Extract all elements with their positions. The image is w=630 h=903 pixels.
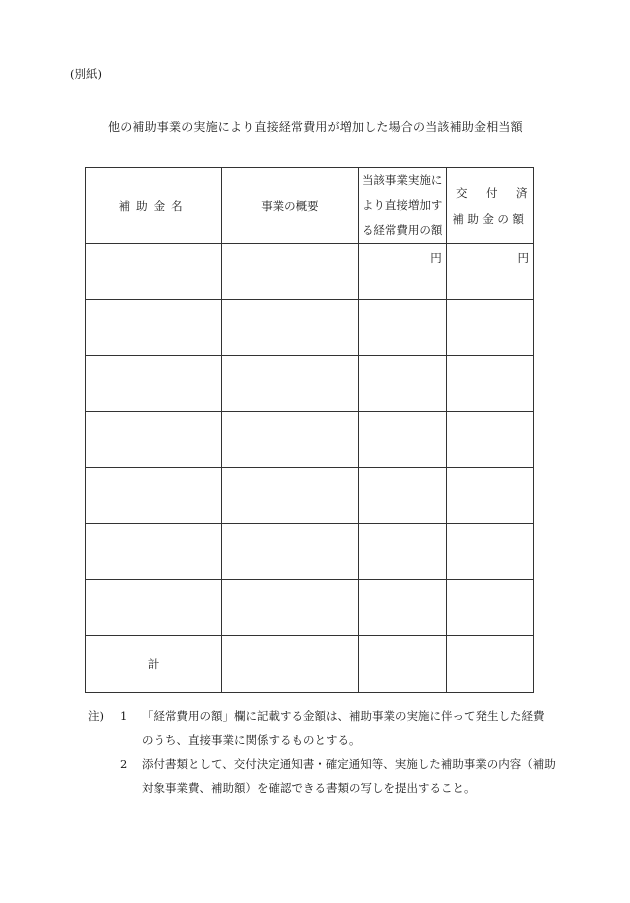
cell-granted-amount[interactable] bbox=[446, 468, 533, 524]
cell-granted-amount[interactable] bbox=[446, 356, 533, 412]
cell-total-overview[interactable] bbox=[222, 636, 358, 693]
page-title: 他の補助事業の実施により直接経常費用が増加した場合の当該補助金相当額 bbox=[108, 120, 523, 134]
note-text: 「経常費用の額」欄に記載する金額は、補助事業の実施に伴って発生した経費 bbox=[142, 709, 545, 723]
cell-granted-amount[interactable] bbox=[446, 300, 533, 356]
cell-granted-amount[interactable] bbox=[446, 412, 533, 468]
cell-project-overview[interactable] bbox=[222, 580, 358, 636]
note-number: 2 bbox=[120, 757, 128, 771]
cell-granted-amount[interactable]: 円 bbox=[446, 244, 533, 300]
header-increased-cost: 当該事業実施に より直接増加す る経常費用の額 bbox=[358, 168, 446, 244]
cell-project-overview[interactable] bbox=[222, 412, 358, 468]
cell-total-granted-amount[interactable] bbox=[446, 636, 533, 693]
cell-subsidy-name[interactable] bbox=[86, 244, 222, 300]
cell-granted-amount[interactable] bbox=[446, 580, 533, 636]
table-total-row bbox=[86, 636, 534, 693]
cell-project-overview[interactable] bbox=[222, 468, 358, 524]
cell-increased-cost[interactable] bbox=[358, 412, 446, 468]
cell-project-overview[interactable] bbox=[222, 356, 358, 412]
cell-project-overview[interactable] bbox=[222, 524, 358, 580]
notes-prefix: 注) bbox=[88, 709, 104, 723]
cell-increased-cost[interactable]: 円 bbox=[358, 244, 446, 300]
cell-subsidy-name[interactable] bbox=[86, 356, 222, 412]
table-row bbox=[86, 580, 534, 636]
cell-increased-cost[interactable] bbox=[358, 300, 446, 356]
note-2-line-2: 対象事業費、補助額）を確認できる書類の写しを提出すること。 bbox=[142, 781, 476, 795]
table-row bbox=[86, 468, 534, 524]
table-row bbox=[86, 244, 534, 300]
total-label: 計 bbox=[86, 636, 222, 693]
note-1-line-2: のうち、直接事業に関係するものとする。 bbox=[142, 733, 361, 747]
cell-increased-cost[interactable] bbox=[358, 356, 446, 412]
note-1-line-1 bbox=[88, 704, 556, 728]
cell-subsidy-name[interactable] bbox=[86, 468, 222, 524]
cell-increased-cost[interactable] bbox=[358, 524, 446, 580]
table-row bbox=[86, 300, 534, 356]
header-subsidy-name: 補助金名 bbox=[86, 168, 222, 244]
cell-subsidy-name[interactable] bbox=[86, 580, 222, 636]
table-row bbox=[86, 356, 534, 412]
cell-increased-cost[interactable] bbox=[358, 468, 446, 524]
table-header-row bbox=[86, 168, 534, 244]
header-project-overview: 事業の概要 bbox=[222, 168, 358, 244]
cell-project-overview[interactable] bbox=[222, 300, 358, 356]
notes-section bbox=[88, 704, 556, 800]
cell-total-increased-cost[interactable] bbox=[358, 636, 446, 693]
cell-subsidy-name[interactable] bbox=[86, 412, 222, 468]
header-granted-amount: 交 付 済 補助金の額 bbox=[446, 168, 533, 244]
table-row bbox=[86, 524, 534, 580]
cell-subsidy-name[interactable] bbox=[86, 524, 222, 580]
cell-granted-amount[interactable] bbox=[446, 524, 533, 580]
subsidy-table bbox=[85, 167, 534, 693]
note-number: 1 bbox=[120, 709, 128, 723]
cell-project-overview[interactable] bbox=[222, 244, 358, 300]
note-text: 添付書類として、交付決定通知書・確定通知等、実施した補助事業の内容（補助 bbox=[142, 757, 556, 771]
note-2-line-1 bbox=[88, 752, 556, 776]
appendix-label: (別紙) bbox=[70, 67, 102, 81]
cell-increased-cost[interactable] bbox=[358, 580, 446, 636]
table-row bbox=[86, 412, 534, 468]
cell-subsidy-name[interactable] bbox=[86, 300, 222, 356]
